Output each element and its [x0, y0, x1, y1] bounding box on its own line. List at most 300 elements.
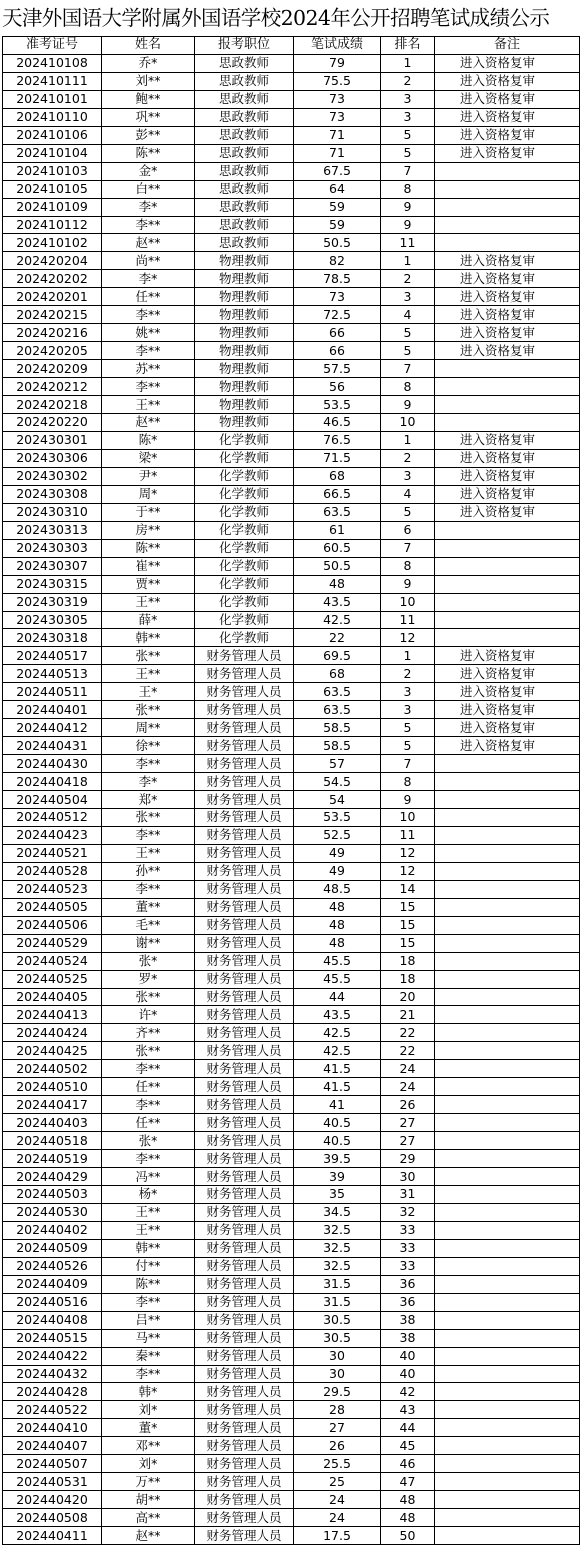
- name-cell: 赵**: [102, 234, 195, 252]
- rank-cell: 5: [381, 144, 435, 162]
- name-cell: 李**: [102, 216, 195, 234]
- score-cell: 71.5: [294, 449, 381, 467]
- position-cell: 财务管理人员: [195, 1168, 294, 1186]
- name-cell: 李**: [102, 342, 195, 360]
- position-cell: 财务管理人员: [195, 665, 294, 683]
- table-row: [3, 1311, 580, 1329]
- note-cell: [435, 773, 580, 791]
- rank-cell: 1: [381, 647, 435, 665]
- score-cell: 69.5: [294, 647, 381, 665]
- note-cell: 进入资格复审: [435, 719, 580, 737]
- name-cell: 秦**: [102, 1347, 195, 1365]
- table-row: [3, 378, 580, 396]
- table-row: [3, 288, 580, 306]
- note-cell: 进入资格复审: [435, 737, 580, 755]
- note-cell: [435, 1060, 580, 1078]
- exam-id-cell: 202440529: [3, 934, 102, 952]
- rank-cell: 3: [381, 288, 435, 306]
- rank-cell: 4: [381, 485, 435, 503]
- score-cell: 29.5: [294, 1383, 381, 1401]
- score-cell: 30: [294, 1365, 381, 1383]
- name-cell: 刘*: [102, 1455, 195, 1473]
- table-row: [3, 970, 580, 988]
- note-cell: [435, 360, 580, 378]
- name-cell: 孙**: [102, 862, 195, 880]
- exam-id-cell: 202440503: [3, 1186, 102, 1204]
- position-cell: 财务管理人员: [195, 773, 294, 791]
- position-cell: 财务管理人员: [195, 1401, 294, 1419]
- score-cell: 22: [294, 629, 381, 647]
- name-cell: 胡**: [102, 1491, 195, 1509]
- table-row: [3, 485, 580, 503]
- table-row: [3, 1293, 580, 1311]
- name-cell: 韩**: [102, 629, 195, 647]
- table-row: [3, 737, 580, 755]
- position-cell: 财务管理人员: [195, 719, 294, 737]
- position-cell: 思政教师: [195, 126, 294, 144]
- table-row: [3, 1383, 580, 1401]
- table-row: [3, 898, 580, 916]
- position-cell: 化学教师: [195, 593, 294, 611]
- position-cell: 物理教师: [195, 396, 294, 414]
- score-cell: 30.5: [294, 1329, 381, 1347]
- position-cell: 思政教师: [195, 144, 294, 162]
- note-cell: [435, 1311, 580, 1329]
- score-cell: 52.5: [294, 826, 381, 844]
- note-cell: [435, 1114, 580, 1132]
- exam-id-cell: 202440423: [3, 826, 102, 844]
- score-cell: 75.5: [294, 72, 381, 90]
- exam-id-cell: 202430310: [3, 503, 102, 521]
- rank-cell: 36: [381, 1293, 435, 1311]
- note-cell: [435, 826, 580, 844]
- name-cell: 陈**: [102, 539, 195, 557]
- rank-cell: 10: [381, 414, 435, 432]
- exam-id-cell: 202430307: [3, 557, 102, 575]
- exam-id-cell: 202440505: [3, 898, 102, 916]
- header-exam-id: 准考证号: [3, 37, 102, 55]
- name-cell: 王**: [102, 1203, 195, 1221]
- table-row: [3, 396, 580, 414]
- table-row: [3, 755, 580, 773]
- rank-cell: 38: [381, 1329, 435, 1347]
- rank-cell: 5: [381, 126, 435, 144]
- table-row: [3, 144, 580, 162]
- position-cell: 化学教师: [195, 431, 294, 449]
- score-cell: 32.5: [294, 1239, 381, 1257]
- note-cell: [435, 880, 580, 898]
- exam-id-cell: 202430306: [3, 449, 102, 467]
- exam-id-cell: 202440528: [3, 862, 102, 880]
- table-row: [3, 1401, 580, 1419]
- name-cell: 吕**: [102, 1311, 195, 1329]
- note-cell: [435, 414, 580, 432]
- exam-id-cell: 202440511: [3, 683, 102, 701]
- rank-cell: 27: [381, 1114, 435, 1132]
- rank-cell: 3: [381, 467, 435, 485]
- note-cell: [435, 1455, 580, 1473]
- name-cell: 尚**: [102, 252, 195, 270]
- rank-cell: 2: [381, 270, 435, 288]
- note-cell: [435, 1221, 580, 1239]
- name-cell: 李**: [102, 378, 195, 396]
- score-cell: 27: [294, 1419, 381, 1437]
- rank-cell: 8: [381, 557, 435, 575]
- rank-cell: 46: [381, 1455, 435, 1473]
- name-cell: 董**: [102, 898, 195, 916]
- position-cell: 思政教师: [195, 72, 294, 90]
- note-cell: [435, 629, 580, 647]
- position-cell: 财务管理人员: [195, 1096, 294, 1114]
- exam-id-cell: 202440530: [3, 1203, 102, 1221]
- exam-id-cell: 202440412: [3, 719, 102, 737]
- position-cell: 思政教师: [195, 216, 294, 234]
- name-cell: 冯**: [102, 1168, 195, 1186]
- name-cell: 于**: [102, 503, 195, 521]
- name-cell: 刘**: [102, 72, 195, 90]
- position-cell: 物理教师: [195, 324, 294, 342]
- table-row: [3, 1203, 580, 1221]
- rank-cell: 5: [381, 342, 435, 360]
- position-cell: 化学教师: [195, 629, 294, 647]
- table-row: [3, 1096, 580, 1114]
- position-cell: 财务管理人员: [195, 844, 294, 862]
- note-cell: [435, 198, 580, 216]
- score-cell: 58.5: [294, 719, 381, 737]
- score-cell: 24: [294, 1509, 381, 1527]
- rank-cell: 1: [381, 431, 435, 449]
- note-cell: [435, 1168, 580, 1186]
- note-cell: [435, 1329, 580, 1347]
- table-row: [3, 1491, 580, 1509]
- score-cell: 73: [294, 288, 381, 306]
- rank-cell: 18: [381, 952, 435, 970]
- name-cell: 高**: [102, 1509, 195, 1527]
- note-cell: [435, 1473, 580, 1491]
- score-cell: 17.5: [294, 1527, 381, 1545]
- exam-id-cell: 202440411: [3, 1527, 102, 1545]
- score-cell: 59: [294, 198, 381, 216]
- score-cell: 35: [294, 1186, 381, 1204]
- note-cell: 进入资格复审: [435, 431, 580, 449]
- name-cell: 张**: [102, 647, 195, 665]
- exam-id-cell: 202420205: [3, 342, 102, 360]
- table-row: [3, 808, 580, 826]
- table-row: [3, 1024, 580, 1042]
- rank-cell: 22: [381, 1042, 435, 1060]
- name-cell: 苏**: [102, 360, 195, 378]
- position-cell: 财务管理人员: [195, 1114, 294, 1132]
- rank-cell: 11: [381, 234, 435, 252]
- note-cell: 进入资格复审: [435, 108, 580, 126]
- note-cell: [435, 1024, 580, 1042]
- score-cell: 45.5: [294, 970, 381, 988]
- rank-cell: 7: [381, 539, 435, 557]
- table-row: [3, 1114, 580, 1132]
- note-cell: [435, 234, 580, 252]
- note-cell: [435, 1293, 580, 1311]
- name-cell: 周*: [102, 485, 195, 503]
- score-cell: 34.5: [294, 1203, 381, 1221]
- score-cell: 53.5: [294, 808, 381, 826]
- table-row: [3, 1527, 580, 1545]
- exam-id-cell: 202440413: [3, 1006, 102, 1024]
- note-cell: 进入资格复审: [435, 252, 580, 270]
- exam-id-cell: 202420212: [3, 378, 102, 396]
- exam-id-cell: 202440522: [3, 1401, 102, 1419]
- exam-id-cell: 202440431: [3, 737, 102, 755]
- exam-id-cell: 202440420: [3, 1491, 102, 1509]
- score-cell: 26: [294, 1437, 381, 1455]
- note-cell: [435, 862, 580, 880]
- note-cell: [435, 934, 580, 952]
- rank-cell: 11: [381, 826, 435, 844]
- exam-id-cell: 202410105: [3, 180, 102, 198]
- note-cell: [435, 539, 580, 557]
- position-cell: 财务管理人员: [195, 1150, 294, 1168]
- note-cell: [435, 952, 580, 970]
- rank-cell: 33: [381, 1221, 435, 1239]
- score-cell: 43.5: [294, 593, 381, 611]
- header-position: 报考职位: [195, 37, 294, 55]
- table-row: [3, 683, 580, 701]
- exam-id-cell: 202410110: [3, 108, 102, 126]
- score-cell: 28: [294, 1401, 381, 1419]
- name-cell: 赵**: [102, 414, 195, 432]
- exam-id-cell: 202440405: [3, 988, 102, 1006]
- exam-id-cell: 202440418: [3, 773, 102, 791]
- table-row: [3, 180, 580, 198]
- score-cell: 40.5: [294, 1132, 381, 1150]
- rank-cell: 29: [381, 1150, 435, 1168]
- score-cell: 61: [294, 521, 381, 539]
- name-cell: 王**: [102, 396, 195, 414]
- table-row: [3, 1347, 580, 1365]
- rank-cell: 33: [381, 1257, 435, 1275]
- rank-cell: 9: [381, 575, 435, 593]
- name-cell: 李**: [102, 1365, 195, 1383]
- name-cell: 赵**: [102, 1527, 195, 1545]
- note-cell: 进入资格复审: [435, 54, 580, 72]
- exam-id-cell: 202420204: [3, 252, 102, 270]
- rank-cell: 24: [381, 1078, 435, 1096]
- rank-cell: 30: [381, 1168, 435, 1186]
- name-cell: 乔*: [102, 54, 195, 72]
- exam-id-cell: 202440523: [3, 880, 102, 898]
- position-cell: 物理教师: [195, 360, 294, 378]
- table-row: [3, 1221, 580, 1239]
- rank-cell: 3: [381, 108, 435, 126]
- exam-id-cell: 202420209: [3, 360, 102, 378]
- exam-id-cell: 202420201: [3, 288, 102, 306]
- results-table: [2, 36, 580, 1545]
- position-cell: 财务管理人员: [195, 1203, 294, 1221]
- position-cell: 财务管理人员: [195, 1527, 294, 1545]
- name-cell: 李**: [102, 880, 195, 898]
- name-cell: 李**: [102, 1096, 195, 1114]
- name-cell: 尹*: [102, 467, 195, 485]
- rank-cell: 9: [381, 216, 435, 234]
- position-cell: 思政教师: [195, 54, 294, 72]
- note-cell: 进入资格复审: [435, 324, 580, 342]
- note-cell: 进入资格复审: [435, 270, 580, 288]
- rank-cell: 5: [381, 719, 435, 737]
- note-cell: [435, 1257, 580, 1275]
- exam-id-cell: 202440407: [3, 1437, 102, 1455]
- score-cell: 54.5: [294, 773, 381, 791]
- score-cell: 64: [294, 180, 381, 198]
- name-cell: 付**: [102, 1257, 195, 1275]
- note-cell: 进入资格复审: [435, 665, 580, 683]
- score-cell: 56: [294, 378, 381, 396]
- note-cell: 进入资格复审: [435, 306, 580, 324]
- position-cell: 财务管理人员: [195, 1509, 294, 1527]
- position-cell: 物理教师: [195, 414, 294, 432]
- note-cell: [435, 844, 580, 862]
- name-cell: 万**: [102, 1473, 195, 1491]
- name-cell: 齐**: [102, 1024, 195, 1042]
- exam-id-cell: 202430305: [3, 611, 102, 629]
- rank-cell: 47: [381, 1473, 435, 1491]
- table-row: [3, 306, 580, 324]
- score-cell: 73: [294, 108, 381, 126]
- note-cell: 进入资格复审: [435, 288, 580, 306]
- position-cell: 财务管理人员: [195, 1329, 294, 1347]
- header-note: 备注: [435, 37, 580, 55]
- rank-cell: 5: [381, 737, 435, 755]
- exam-id-cell: 202430318: [3, 629, 102, 647]
- rank-cell: 15: [381, 898, 435, 916]
- table-row: [3, 1365, 580, 1383]
- name-cell: 王**: [102, 665, 195, 683]
- exam-id-cell: 202440518: [3, 1132, 102, 1150]
- table-row: [3, 54, 580, 72]
- table-row: [3, 1168, 580, 1186]
- position-cell: 财务管理人员: [195, 1473, 294, 1491]
- score-cell: 32.5: [294, 1257, 381, 1275]
- score-cell: 31.5: [294, 1275, 381, 1293]
- table-row: [3, 952, 580, 970]
- exam-id-cell: 202410111: [3, 72, 102, 90]
- position-cell: 化学教师: [195, 611, 294, 629]
- note-cell: [435, 1239, 580, 1257]
- table-header-row: [3, 37, 580, 55]
- exam-id-cell: 202410108: [3, 54, 102, 72]
- table-row: [3, 1329, 580, 1347]
- position-cell: 财务管理人员: [195, 701, 294, 719]
- rank-cell: 1: [381, 252, 435, 270]
- rank-cell: 4: [381, 306, 435, 324]
- position-cell: 思政教师: [195, 90, 294, 108]
- name-cell: 毛**: [102, 916, 195, 934]
- position-cell: 财务管理人员: [195, 1347, 294, 1365]
- position-cell: 财务管理人员: [195, 808, 294, 826]
- name-cell: 许*: [102, 1006, 195, 1024]
- table-row: [3, 844, 580, 862]
- name-cell: 李**: [102, 1293, 195, 1311]
- exam-id-cell: 202440526: [3, 1257, 102, 1275]
- score-cell: 66.5: [294, 485, 381, 503]
- exam-id-cell: 202430313: [3, 521, 102, 539]
- name-cell: 王**: [102, 844, 195, 862]
- table-row: [3, 270, 580, 288]
- score-cell: 46.5: [294, 414, 381, 432]
- rank-cell: 9: [381, 198, 435, 216]
- exam-id-cell: 202440508: [3, 1509, 102, 1527]
- note-cell: [435, 1150, 580, 1168]
- rank-cell: 3: [381, 90, 435, 108]
- page-title: 天津外国语大学附属外国语学校2024年公开招聘笔试成绩公示: [2, 6, 550, 30]
- table-row: [3, 324, 580, 342]
- table-row: [3, 90, 580, 108]
- name-cell: 陈**: [102, 1275, 195, 1293]
- score-cell: 41: [294, 1096, 381, 1114]
- name-cell: 谢**: [102, 934, 195, 952]
- note-cell: 进入资格复审: [435, 126, 580, 144]
- score-cell: 42.5: [294, 1042, 381, 1060]
- position-cell: 物理教师: [195, 288, 294, 306]
- rank-cell: 27: [381, 1132, 435, 1150]
- exam-id-cell: 202420215: [3, 306, 102, 324]
- exam-id-cell: 202420220: [3, 414, 102, 432]
- name-cell: 王*: [102, 683, 195, 701]
- score-cell: 68: [294, 665, 381, 683]
- note-cell: [435, 396, 580, 414]
- note-cell: 进入资格复审: [435, 449, 580, 467]
- table-row: [3, 1132, 580, 1150]
- score-cell: 43.5: [294, 1006, 381, 1024]
- position-cell: 化学教师: [195, 503, 294, 521]
- score-cell: 31.5: [294, 1293, 381, 1311]
- score-cell: 41.5: [294, 1078, 381, 1096]
- rank-cell: 21: [381, 1006, 435, 1024]
- table-row: [3, 539, 580, 557]
- rank-cell: 44: [381, 1419, 435, 1437]
- rank-cell: 15: [381, 916, 435, 934]
- position-cell: 财务管理人员: [195, 1132, 294, 1150]
- note-cell: [435, 988, 580, 1006]
- rank-cell: 7: [381, 755, 435, 773]
- table-row: [3, 252, 580, 270]
- rank-cell: 18: [381, 970, 435, 988]
- score-cell: 39: [294, 1168, 381, 1186]
- exam-id-cell: 202440519: [3, 1150, 102, 1168]
- note-cell: [435, 970, 580, 988]
- table-row: [3, 108, 580, 126]
- rank-cell: 8: [381, 378, 435, 396]
- score-cell: 30.5: [294, 1311, 381, 1329]
- position-cell: 物理教师: [195, 342, 294, 360]
- score-cell: 63.5: [294, 503, 381, 521]
- name-cell: 张**: [102, 1042, 195, 1060]
- note-cell: [435, 557, 580, 575]
- position-cell: 财务管理人员: [195, 862, 294, 880]
- score-cell: 79: [294, 54, 381, 72]
- table-row: [3, 234, 580, 252]
- name-cell: 李**: [102, 755, 195, 773]
- position-cell: 财务管理人员: [195, 934, 294, 952]
- exam-id-cell: 202440531: [3, 1473, 102, 1491]
- rank-cell: 5: [381, 503, 435, 521]
- name-cell: 李**: [102, 1060, 195, 1078]
- name-cell: 张*: [102, 952, 195, 970]
- name-cell: 张*: [102, 1132, 195, 1150]
- score-cell: 68: [294, 467, 381, 485]
- name-cell: 刘*: [102, 1401, 195, 1419]
- note-cell: [435, 575, 580, 593]
- exam-id-cell: 202440512: [3, 808, 102, 826]
- rank-cell: 40: [381, 1365, 435, 1383]
